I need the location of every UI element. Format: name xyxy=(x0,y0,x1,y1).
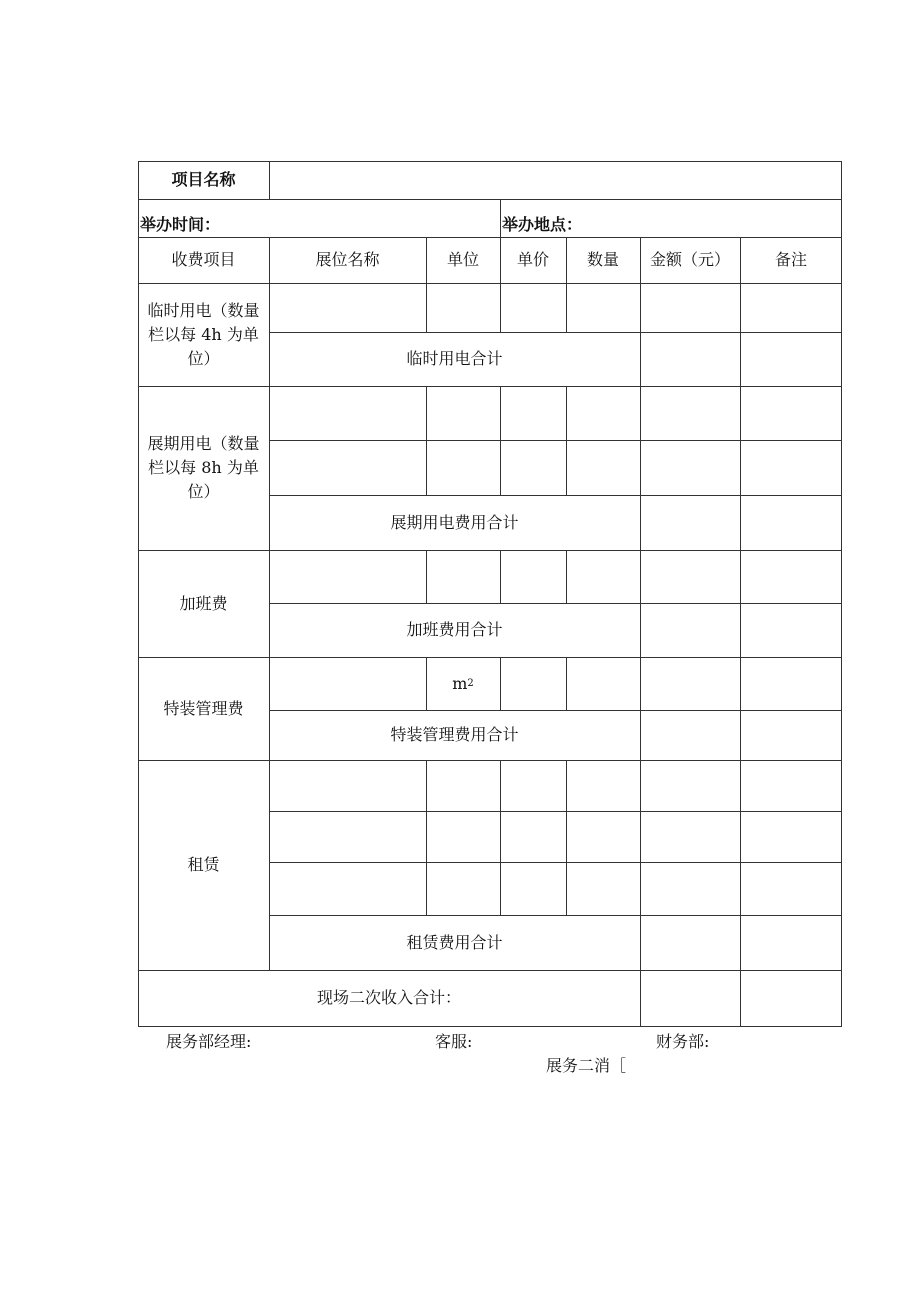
col-line xyxy=(426,760,427,915)
time-label: 举办时间： xyxy=(140,215,221,234)
section-expo-power-label: 展期用电（数量栏以每 8h 为单位） xyxy=(147,434,260,501)
col-line xyxy=(566,657,567,710)
table-border-right xyxy=(841,161,842,1027)
special-unit-base: m xyxy=(452,673,468,693)
row-line xyxy=(269,811,842,812)
project-name-value[interactable] xyxy=(269,161,842,199)
col-header-remark: 备注 xyxy=(774,250,807,269)
table-border-bottom xyxy=(138,1026,842,1027)
special-unit-sqm: m 2 xyxy=(426,657,500,710)
col-header-booth: 展位名称 xyxy=(315,250,380,269)
temp-power-subtotal-label: 临时用电合计 xyxy=(406,349,503,368)
col-line xyxy=(426,550,427,603)
col-line xyxy=(500,760,501,915)
footer-manager-label: 展务部经理: xyxy=(166,1032,252,1051)
section-overtime-label: 加班费 xyxy=(179,593,228,613)
col-header-qty: 数量 xyxy=(586,250,619,269)
col-line xyxy=(740,237,741,1027)
section-special-label: 特装管理费 xyxy=(163,698,244,718)
overtime-subtotal-label: 加班费用合计 xyxy=(406,620,503,639)
col-line xyxy=(426,386,427,495)
expo-power-subtotal-label: 展期用电费用合计 xyxy=(390,512,519,532)
col-header-price: 单价 xyxy=(516,250,549,269)
section-rental-label: 租赁 xyxy=(187,855,220,874)
total-label: 现场二次收入合计： xyxy=(316,988,461,1007)
col-line xyxy=(500,657,501,710)
footer-service-label: 客服: xyxy=(435,1032,473,1051)
rental-subtotal-label: 租赁费用合计 xyxy=(406,932,503,952)
col-header-amount: 金额（元） xyxy=(649,250,730,269)
fee-form-table xyxy=(138,161,842,1027)
col-line xyxy=(500,550,501,603)
row-line xyxy=(269,862,842,863)
col-line xyxy=(640,237,641,1027)
col-header-item: 收费项目 xyxy=(171,250,236,269)
col-line xyxy=(566,550,567,603)
col-header-unit: 单位 xyxy=(446,250,479,269)
footer-note: 展务二消［ xyxy=(546,1056,627,1075)
row-line xyxy=(138,199,842,200)
col-line xyxy=(566,386,567,495)
project-name-label: 项目名称 xyxy=(171,170,236,189)
col-line xyxy=(566,760,567,915)
col-line xyxy=(500,386,501,495)
row-line xyxy=(269,440,842,441)
special-subtotal-label: 特装管理费用合计 xyxy=(390,725,519,744)
section-temp-power-label: 临时用电（数量栏以每 4h 为单位） xyxy=(147,300,260,368)
place-label: 举办地点： xyxy=(502,215,583,234)
footer-finance-label: 财务部: xyxy=(656,1032,710,1051)
